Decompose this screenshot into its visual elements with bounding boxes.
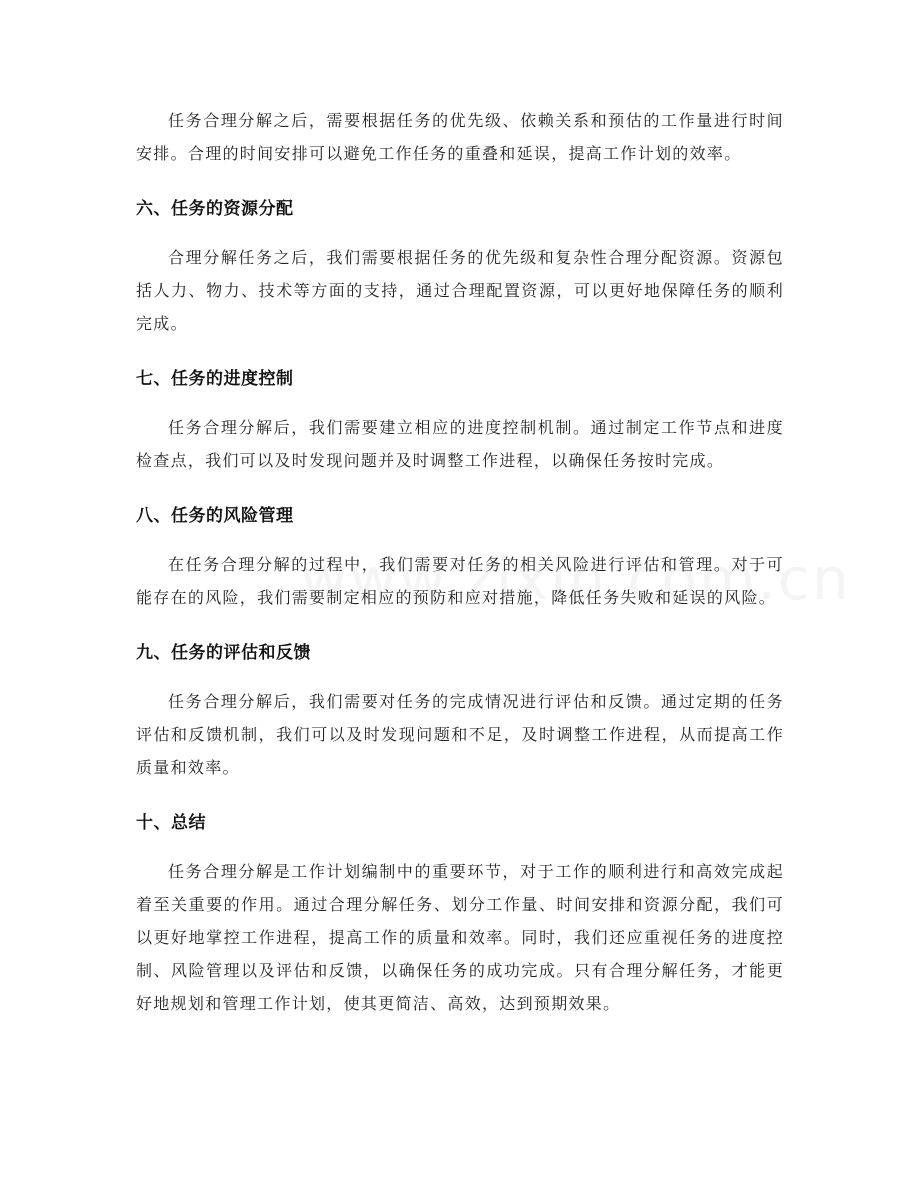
section-heading-risk-management: 八、任务的风险管理: [136, 506, 294, 526]
section-heading-resource-allocation: 六、任务的资源分配: [136, 199, 294, 219]
paragraph-time-schedule: 任务合理分解之后，需要根据任务的优先级、依赖关系和预估的工作量进行时间安排。合理的时间安排可以避免工作任务的重叠和延误，提高工作计划的效率。: [136, 111, 784, 163]
section-heading-summary: 十、总结: [136, 813, 206, 833]
paragraph-risk-management: 在任务合理分解的过程中，我们需要对任务的相关风险进行评估和管理。对于可能存在的风险，我们需要制定相应的预防和应对措施，降低任务失败和延误的风险。: [136, 555, 784, 607]
paragraph-progress-control: 任务合理分解后，我们需要建立相应的进度控制机制。通过制定工作节点和进度检查点，我们可以及时发现问题并及时调整工作进程，以确保任务按时完成。: [136, 418, 784, 470]
document-body: [136, 104, 784, 1020]
paragraph-evaluation-feedback: 任务合理分解后，我们需要对任务的完成情况进行评估和反馈。通过定期的任务评估和反馈机制，我们可以及时发现问题和不足，及时调整工作进程，从而提高工作质量和效率。: [136, 692, 784, 777]
section-heading-progress-control: 七、任务的进度控制: [136, 369, 294, 389]
section-heading-evaluation-feedback: 九、任务的评估和反馈: [136, 643, 311, 663]
paragraph-resource-allocation: 合理分解任务之后，我们需要根据任务的优先级和复杂性合理分配资源。资源包括人力、物力、技术等方面的支持，通过合理配置资源，可以更好地保障任务的顺利完成。: [136, 248, 784, 333]
paragraph-summary: 任务合理分解是工作计划编制中的重要环节，对于工作的顺利进行和高效完成起着至关重要的作用。通过合理分解任务、划分工作量、时间安排和资源分配，我们可以更好地掌控工作进程，提高工作的质量和效率。同时，我们还应重视任务的进度控制、风险管理以及评估和反馈，以确保任务的成功完成。只有合理分解任务，才能更好地规划和管理工作计划，使其更简洁、高效，达到预期效果。: [136, 862, 784, 1013]
